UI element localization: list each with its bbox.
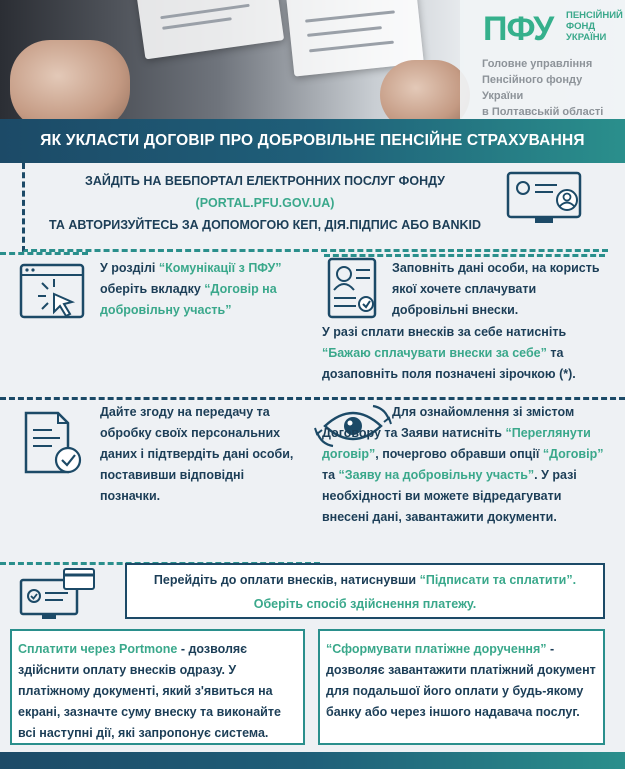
step2-divider	[0, 252, 88, 255]
step5-text: Для ознайомлення зі змістом Договору та Заяви натисніть “Переглянути договір”, почергово обравши опції “Договір” та “Заяву на добровільну участь”. У разі необхідності ви можете відредагувати внесені дані, завантажити документи.	[322, 405, 604, 524]
pfu-name: ПЕНСІЙНИЙ ФОНД УКРАЇНИ	[566, 10, 623, 43]
step4-text: Дайте згоду на передачу та обробку своїх персональних даних і підтвердіть дані особи, поставивши відповідні позначки.	[100, 405, 294, 503]
section-communications[interactable]: “Комунікації з ПФУ”	[158, 261, 282, 275]
office-subtitle: Головне управління Пенсійного фонду України в Полтавській області	[482, 58, 604, 118]
option-payment-order[interactable]: “Сформувати платіжне доручення” - дозволяє завантажити платіжний документ для подальшої його оплати у будь-якому банку або через іншого надавача послуг.	[318, 629, 605, 745]
step3-note: У разі сплати внесків за себе натисніть “Бажаю сплачувати внески за себе” та дозаповніть поля позначені зірочкою (*).	[322, 325, 576, 381]
option-contract[interactable]: “Договір”	[542, 447, 604, 461]
option-application[interactable]: “Заяву на добровільну участь”	[338, 468, 535, 482]
browser-click-icon	[18, 262, 88, 324]
payment-screen-icon	[18, 566, 98, 622]
pfu-logo: ПФУ	[483, 10, 554, 48]
step6-callout: Перейдіть до оплати внесків, натиснувши “Підписати та сплатити”. Оберіть спосіб здійснення платежу.	[125, 563, 605, 619]
title-bar	[0, 119, 625, 163]
footer-bar	[0, 752, 625, 769]
pay-for-self-button[interactable]: “Бажаю сплачувати внески за себе”	[322, 346, 547, 360]
page-title: ЯК УКЛАСТИ ДОГОВІР ПРО ДОБРОВІЛЬНЕ ПЕНСІЙНЕ СТРАХУВАННЯ	[40, 132, 585, 149]
portal-link[interactable]: (PORTAL.PFU.GOV.UA)	[195, 196, 335, 210]
view-contract-button[interactable]: “Переглянути договір”	[322, 426, 591, 461]
sign-and-pay-button[interactable]: “Підписати та сплатити”.	[419, 573, 577, 587]
payment-order-label: “Сформувати платіжне доручення”	[326, 642, 547, 656]
hand-image	[10, 40, 130, 120]
step3-text: Заповніть дані особи, на користь якої хочете сплачувати добровільні внески.	[392, 261, 600, 317]
step2-text: У розділі “Комунікації з ПФУ” оберіть вкладку “Договір на добровільну участь”	[100, 261, 282, 317]
step1-text: ЗАЙДІТЬ НА ВЕБПОРТАЛ ЕЛЕКТРОННИХ ПОСЛУГ ФОНДУ (PORTAL.PFU.GOV.UA) ТА АВТОРИЗУЙТЕСЬ ЗА ДОПОМОГОЮ КЕП, ДІЯ.ПІДПИС АБО BANKID	[40, 170, 490, 236]
tab-voluntary-contract[interactable]: “Договір на добровільну участь”	[100, 282, 277, 317]
document-check-icon	[22, 410, 86, 478]
portmone-label: Сплатити через Portmone	[18, 642, 178, 656]
option-portmone[interactable]: Сплатити через Portmone - дозволяє здійснити оплату внесків одразу. У платіжному документі, який з'явиться на екрані, зазначте суму внеску та виконайте всі наступні дії, які запропонує система.	[10, 629, 305, 745]
section-divider	[0, 397, 625, 400]
hand-image	[380, 60, 470, 120]
person-form-icon	[326, 256, 380, 322]
computer-user-icon	[505, 170, 585, 226]
